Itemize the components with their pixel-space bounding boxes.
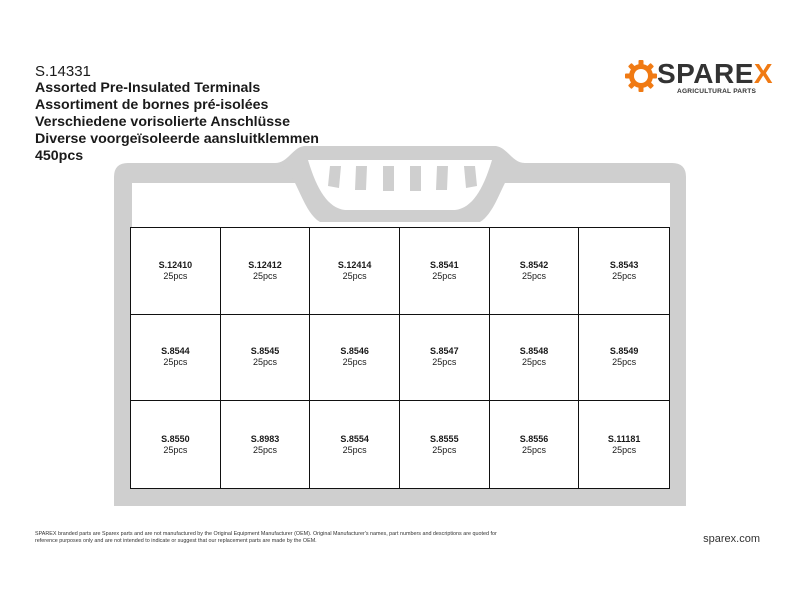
piece-count: 450pcs bbox=[35, 148, 84, 164]
product-code: S.14331 bbox=[35, 63, 91, 80]
compartment bbox=[579, 228, 669, 315]
compartment bbox=[131, 401, 221, 488]
website-link[interactable]: sparex.com bbox=[703, 533, 760, 545]
compartment-qty: 25pcs bbox=[612, 270, 637, 281]
compartment-code: S.8983 bbox=[250, 433, 280, 444]
compartment bbox=[400, 401, 490, 488]
compartment bbox=[579, 401, 669, 488]
compartment-code: S.8543 bbox=[609, 259, 639, 270]
compartment bbox=[490, 315, 580, 402]
compartment-qty: 25pcs bbox=[252, 357, 277, 368]
compartment bbox=[131, 228, 221, 315]
disclaimer-text: SPAREX branded parts are Sparex parts and are not manufactured by the Original Equipment Manufacturer (OEM). Original Manufacturer's names, part numbers and descriptions are quoted for reference purposes only and are not intended to indicate or suggest that our replacement parts are made by the OEM. bbox=[35, 531, 497, 544]
compartment bbox=[310, 228, 400, 315]
compartment-code: S.8542 bbox=[519, 259, 549, 270]
compartment-code: S.8550 bbox=[161, 433, 190, 444]
compartment-qty: 25pcs bbox=[163, 444, 188, 455]
compartment-code: S.12410 bbox=[158, 259, 193, 270]
compartment bbox=[221, 315, 311, 402]
logo-tagline: AGRICULTURAL PARTS bbox=[677, 88, 757, 95]
title-dutch: Diverse voorgeïsoleerde aansluitklemmen bbox=[35, 131, 319, 147]
compartment-qty: 25pcs bbox=[432, 270, 457, 281]
compartment-qty: 25pcs bbox=[342, 357, 367, 368]
compartment-code: S.8549 bbox=[609, 346, 639, 357]
compartment-code: S.12412 bbox=[248, 259, 282, 270]
compartment-code: S.8541 bbox=[430, 259, 459, 270]
compartment-qty: 25pcs bbox=[432, 444, 457, 455]
compartment-qty: 25pcs bbox=[342, 444, 367, 455]
title-german: Verschiedene vorisolierte Anschlüsse bbox=[35, 114, 290, 130]
compartment bbox=[131, 315, 221, 402]
compartment bbox=[490, 401, 580, 488]
compartment-qty: 25pcs bbox=[432, 357, 457, 368]
compartment-code: S.8547 bbox=[430, 346, 459, 357]
compartment-qty: 25pcs bbox=[163, 357, 188, 368]
compartment-qty: 25pcs bbox=[252, 270, 277, 281]
compartment-qty: 25pcs bbox=[612, 444, 637, 455]
compartment bbox=[400, 228, 490, 315]
title-french: Assortiment de bornes pré-isolées bbox=[35, 97, 269, 113]
compartment-code: S.8554 bbox=[340, 433, 369, 444]
compartment-code: S.12414 bbox=[337, 259, 372, 270]
compartment-qty: 25pcs bbox=[612, 357, 637, 368]
logo-brand-prefix: SPARE bbox=[657, 58, 754, 89]
compartment bbox=[490, 228, 580, 315]
compartment-code: S.8556 bbox=[519, 433, 549, 444]
compartment-code: S.8545 bbox=[250, 346, 280, 357]
compartment-code: S.8555 bbox=[430, 433, 459, 444]
compartment-code: S.8548 bbox=[519, 346, 549, 357]
compartment-qty: 25pcs bbox=[521, 270, 546, 281]
compartment bbox=[400, 315, 490, 402]
compartment bbox=[221, 228, 311, 315]
compartment-qty: 25pcs bbox=[163, 270, 188, 281]
compartment-code: S.8546 bbox=[340, 346, 369, 357]
compartment bbox=[310, 401, 400, 488]
compartment-grid bbox=[130, 227, 670, 489]
compartment bbox=[221, 401, 311, 488]
title-english: Assorted Pre-Insulated Terminals bbox=[35, 80, 261, 96]
compartment-qty: 25pcs bbox=[252, 444, 277, 455]
compartment-qty: 25pcs bbox=[521, 444, 546, 455]
compartment bbox=[579, 315, 669, 402]
compartment-qty: 25pcs bbox=[521, 357, 546, 368]
compartment-code: S.11181 bbox=[607, 433, 641, 444]
compartment-qty: 25pcs bbox=[342, 270, 367, 281]
logo-brand-suffix: X bbox=[753, 58, 774, 89]
compartment bbox=[310, 315, 400, 402]
compartment-code: S.8544 bbox=[161, 346, 190, 357]
